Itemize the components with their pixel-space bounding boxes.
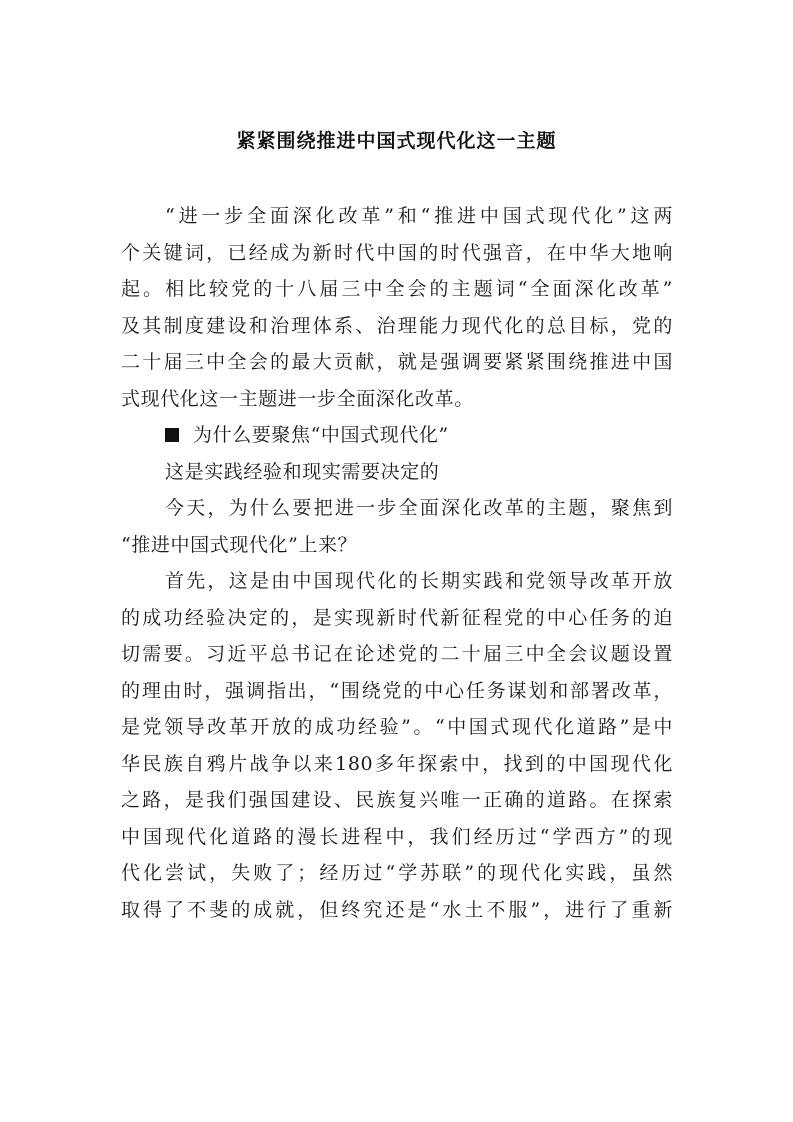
paragraph-line: 的理由时，强调指出，“围绕党的中心任务谋划和部署改革，: [121, 679, 673, 702]
paragraph-line: 取得了不斐的成就，但终究还是“水土不服”，进行了重新: [121, 898, 673, 921]
section-heading-text: 为什么要聚焦“中国式现代化”: [193, 424, 449, 446]
paragraph-line: 之路，是我们强国建设、民族复兴唯一正确的道路。在探索: [121, 789, 673, 811]
paragraph-line: 切需要。习近平总书记在论述党的二十届三中全会议题设置: [121, 643, 673, 665]
paragraph-line: 及其制度建设和治理体系、治理能力现代化的总目标，党的: [121, 314, 673, 337]
section-heading: [121, 417, 673, 454]
document-body: [121, 198, 673, 928]
paragraph-line: 的成功经验决定的，是实现新时代新征程党的中心任务的迫: [121, 606, 673, 629]
paragraph-line: 中国现代化道路的漫长进程中，我们经历过“学西方”的现: [121, 825, 673, 848]
paragraph-line: “进一步全面深化改革”和“推进中国式现代化”这两: [165, 205, 673, 227]
paragraph-line: 起。相比较党的十八届三中全会的主题词“全面深化改革”: [121, 278, 673, 300]
paragraph-line: 是党领导改革开放的成功经验”。“中国式现代化道路”是中: [121, 716, 673, 738]
black-square-bullet-icon: [165, 428, 179, 442]
paragraph-line: 首先，这是由中国现代化的长期实践和党领导改革开放: [165, 570, 673, 592]
paragraph-line: 式现代化这一主题进一步全面深化改革。: [121, 387, 474, 410]
document-title: 紧紧围绕推进中国式现代化这一主题: [236, 130, 557, 152]
paragraph-line: 华民族自鸦片战争以来180多年探索中，找到的中国现代化: [121, 752, 673, 775]
paragraph-line: 二十届三中全会的最大贡献，就是强调要紧紧围绕推进中国: [121, 351, 673, 373]
section-subheading: 这是实践经验和现实需要决定的: [165, 460, 440, 483]
paragraph-line: 代化尝试，失败了；经历过“学苏联”的现代化实践，虽然: [121, 862, 673, 884]
paragraph-line: “推进中国式现代化”上来？: [121, 533, 358, 556]
paragraph-line: 今天，为什么要把进一步全面深化改革的主题，聚焦到: [165, 497, 673, 519]
paragraph-line: 个关键词，已经成为新时代中国的时代强音，在中华大地响: [121, 241, 673, 264]
